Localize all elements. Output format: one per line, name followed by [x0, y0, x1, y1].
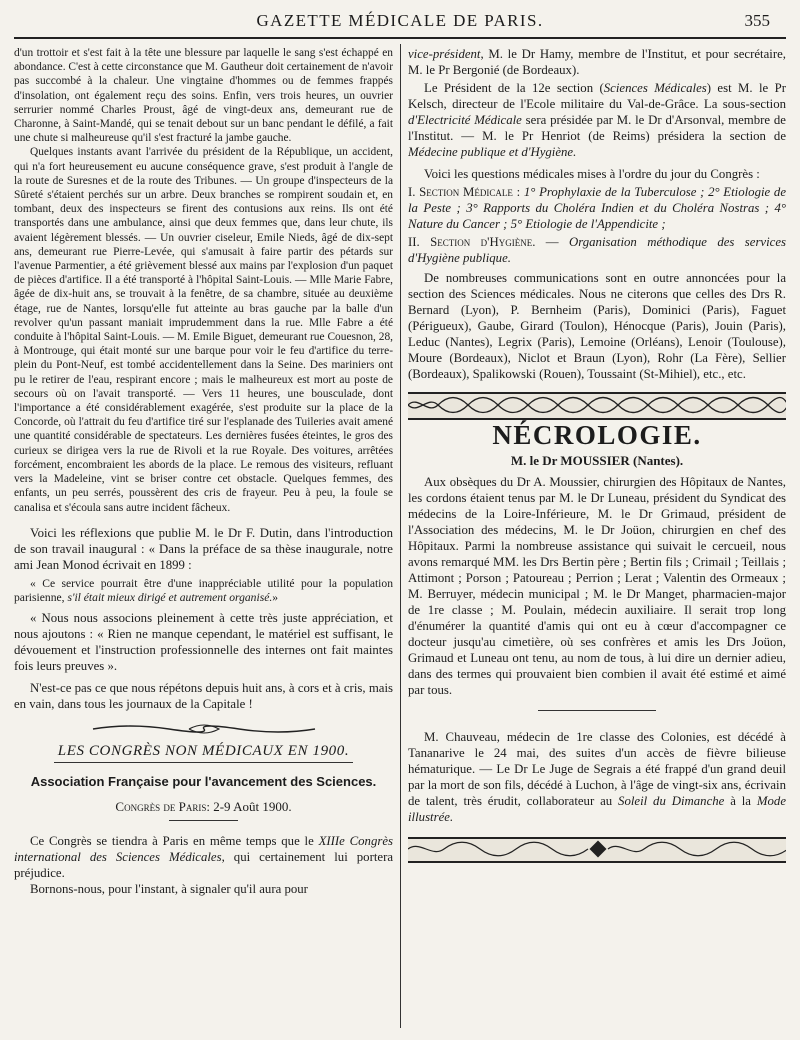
italic-run: vice-président: [408, 47, 481, 61]
congres-label: Congrès de Paris: [115, 799, 207, 815]
paragraph: Voici les questions médicales mises à l'ordre du jour du Congrès :: [424, 167, 760, 181]
short-rule: [169, 820, 238, 821]
necrology-title: NÉCROLOGIE.: [492, 420, 702, 450]
paragraph: De nombreuses communications sont en outre annoncées pour la section des Sciences médicales. Nous ne citerons que celles des Drs R. Bernard (Lyon), P. Bernheim (Paris), Dominici (Paris), Faguet (Périgueux), Gaube, Girard (Toulon), Hénocque (Paris), Jouin (Paris), Leduc (Nantes), Legrix (Paris), Lemoine (Orléans), Lenoir (Toulouse), Moure (Bordeaux), Niclot et Braun (Lyon), Rohr (La Fère), Sellier (Bordeaux), Spalikowski (Rouen), Toussaint (St-Mihiel), etc., etc.: [408, 271, 786, 381]
necrology-subtitle: M. le Dr MOUSSIER (Nantes).: [510, 453, 684, 469]
flourish-icon: [89, 722, 319, 736]
ornamental-band: [408, 837, 786, 863]
question-list-item: [408, 184, 786, 232]
section-title: LES CONGRÈS NON MÉDICAUX EN 1900.: [57, 742, 350, 759]
text-run: M. Chauveau, médecin de 1re classe des Colonies, est décédé à Tananarive le 24 mai, des suites d'un accès de fièvre bilieuse hématurique. — Le Dr Le Juge de Segrais a été frappé d'un grand deuil par la mort de son fils, décédé à Luchon, à l'âge de vingt-six ans, écrivain de talent, très érudit, collaborateur au: [408, 730, 786, 809]
spacer: [14, 515, 393, 525]
quotation: [14, 577, 393, 606]
text-run: sera présidée par M. le Dr d'Arsonval, membre de l'Institut. — M. le Pr Henriot (de Reims) présidera la section de: [408, 113, 786, 143]
congres-line: [14, 800, 393, 814]
decorative-band-icon: [408, 840, 786, 858]
text-run: , qui certainement lui portera préjudice.: [14, 850, 393, 881]
text-run: II. Section d'Hygiène. —: [408, 235, 570, 249]
paragraph: N'est-ce pas ce que nous répétons depuis huit ans, à cors et à cris, mais en vain, dans tous les journaux de la Capitale !: [14, 680, 393, 711]
quote-close: »: [272, 591, 279, 605]
italic-run: Soleil du Dimanche: [618, 794, 725, 809]
right-column: [408, 46, 786, 1026]
text-run: Le Président de la 12e section (: [424, 81, 604, 95]
paragraph: [408, 80, 786, 160]
paragraph: Quelques instants avant l'arrivée du président de la République, un accident, qui n'a fort heureusement eu aucune conséquence grave, s'est produit à l'angle de la route de Suresnes et de la route des Tribunes. — Un groupe d'inspecteurs de la Sûreté s'étaient perchés sur un arbre. Deux branches se rompirent soudain et, en tombant, deux des inspecteurs se firent des contusions aux reins. Ils ont été transportés dans une ambulance, ainsi que deux femmes que, dans leur chute, ils avaient légèrement blessés. — Un ouvrier ciseleur, Emile Nieds, âgé de dix-sept ans, demeurant rue Pierre-Levée, qui s'amusait à faire partir des pétards sur l'avenue Parmentier, a été grièvement blessé aux mains par l'explosion d'un paquet de pièces d'artifice. Il a été transporté à l'hôpital Saint-Louis. — Mlle Marie Fabre, âgée de dix-huit ans, se trouvait à la fenêtre, de sa chambre, située au deuxième étage, rue de Nantes, lorsqu'elle fut atteinte au bras gauche par la balle d'un revolver qu'un passant maniait imprudemment dans la rue. Mlle Fabre a été conduite à l'hôpital Saint-Louis. — M. Emile Biguet, demeurant rue Couesnon, 28, à Montrouge, qui était monté sur une barque pour voir le feu d'artifice du terre-plein du Pont-Neuf, est tombé accidentellement dans la Seine. Des mariniers ont pu le retirer de l'eau, respirant encore ; mais le malheureux est mort au poste de secours où on l'avait transporté. — Vers 11 heures, une bousculade, dont l'importance a été considérablement exagérée, s'est produite sur la place de la Concorde, où l'attrait du feu d'artifice tiré sur l'esplanade des Tuileries avait amené une quantité considérable de spectateurs. Les dernières fusées éteintes, le gros des curieux se dirigea vers la rue de Rivoli et la rue Royale. Des voitures, arrêtées forcément, encombraient les abords de la place. Le remous des visiteurs, refluant vers la Madeleine, vint se briser contre cet obstacle. Quelques femmes, des enfants, un peu serrés, poussèrent des cris de frayeur. Peu à peu, la foule se canalisa et s'écoula sans autre incident fâcheux.: [14, 146, 393, 514]
italic-run: Sciences Médicales: [603, 81, 707, 95]
congres-dates: : 2-9 Août 1900.: [206, 799, 292, 815]
italic-run: 1° Prophylaxie de la Tuberculose ; 2° Etiologie de la Peste ; 3° Rapports du Choléra Indien et du Choléra Nostras ; 4° Nature du Cancer ; 5° Etiologie de l'Appendicite ;: [408, 185, 786, 231]
short-rule: [538, 710, 656, 711]
italic-run: XIIIe Congrès international des Sciences Médicales: [14, 834, 393, 865]
journal-title: GAZETTE MÉDICALE DE PARIS.: [256, 11, 544, 30]
text-run: , M. le Dr Hamy, membre de l'Institut, et pour secrétaire, M. le Pr Bergonié (de Bordeaux).: [408, 47, 786, 77]
text-run: I. Section Médicale :: [408, 185, 524, 199]
left-column: [14, 46, 393, 1026]
running-head: [0, 8, 800, 38]
text-run: à la: [724, 794, 757, 809]
column-divider: [400, 44, 401, 1028]
quote-italic: s'il était mieux dirigé et autrement organisé.: [67, 591, 273, 605]
ornamental-band: [408, 392, 786, 420]
italic-run: Organisation méthodique des services d'Hygiène publique.: [408, 235, 786, 265]
paragraph: Bornons-nous, pour l'instant, à signaler qu'il aura pour: [30, 882, 308, 897]
paragraph: Aux obsèques du Dr A. Moussier, chirurgien des Hôpitaux de Nantes, les cordons étaient tenus par M. le Dr Luneau, président du Syndicat des médecins de la Loire-Inférieure, M. le Dr Grimaud, président de l'Association des médecins, M. le Dr Joüon, chirurgien en chef des Hôpitaux. Parmi la nombreuse assistance qui suivait le cercueil, nous avons remarqué MM. les Drs Bertin père ; Bertin fils ; Crimail ; Teillais ; Attimont ; Porson ; Patoureau ; Perrion ; Lerat ; Valentin des Ormeaux ; M. Berruyer, médecin municipal ; M. le Dr Manget, pharmacien-major de 1re classe ; M. Poulain, médecin auxiliaire. Il serait trop long d'énumérer la quantité d'amis qui ont eu à cœur d'accompagner ce docteur jusqu'au cimetière, où ses confrères et amis les Drs Joüon, Grimaud et Luneau ont tenu, au nom de tous, à lui dire un dernier adieu, dans des termes qui prouvaient bien combien il avait été estimé et aimé par tous.: [408, 475, 786, 698]
paragraph: Voici les réflexions que publie M. le Dr F. Dutin, dans l'introduction de son travail inaugural : « Dans la préface de sa thèse inaugurale, notre ami Jean Monod écrivait en 1899 :: [14, 525, 393, 572]
quote-text: « Ce service pourrait être d'une inappréciable utilité pour la population parisienne,: [14, 576, 393, 605]
paragraph: d'un trottoir et s'est fait à la tête une blessure par laquelle le sang s'est échappé en abondance. C'est à cette circonstance que M. Gautheur doit certainement de n'avoir pas succombé à la chaleur. Une vingtaine d'hommes ou de femmes frappés d'insolation, ont également reçu des soins. Enfin, vers trois heures, un ouvrier serrurier nommé Charles Proust, âgé de vingt-deux ans, demeurant rue de Charonne, à Saint-Mandé, qui se tenait debout sur un banc pendant le défilé, a fait une chute si malheureuse qu'il s'est fracturé la jambe gauche.: [14, 47, 393, 145]
header-rule: [14, 37, 786, 39]
paragraph: [408, 46, 786, 78]
section-rule: [54, 762, 353, 763]
italic-run: Médecine publique et d'Hygiène.: [408, 145, 577, 159]
paragraph: « Nous nous associons pleinement à cette très juste appréciation, et nous ajoutons : « Rien ne manque cependant, le matériel est suffisant, le dévouement et l'instruction professionnelle des internes ont fait maintes fois leurs preuves ».: [14, 610, 393, 673]
decorative-band-icon: [408, 395, 786, 415]
text-run: ) est M. le Pr Kelsch, directeur de l'Ecole militaire du Val-de-Grâce. La sous-section: [408, 81, 786, 111]
ornament-divider: [14, 722, 393, 736]
text-run: Ce Congrès se tiendra à Paris en même temps que le: [30, 834, 319, 849]
paragraph: [14, 833, 393, 881]
italic-run: d'Electricité Médicale: [408, 113, 522, 127]
page-number: 355: [744, 11, 770, 30]
italic-run: Mode illustrée.: [408, 794, 786, 825]
association-title: Association Française pour l'avancement des Sciences.: [30, 774, 377, 790]
question-list-item: [408, 234, 786, 266]
paragraph: [408, 729, 786, 825]
